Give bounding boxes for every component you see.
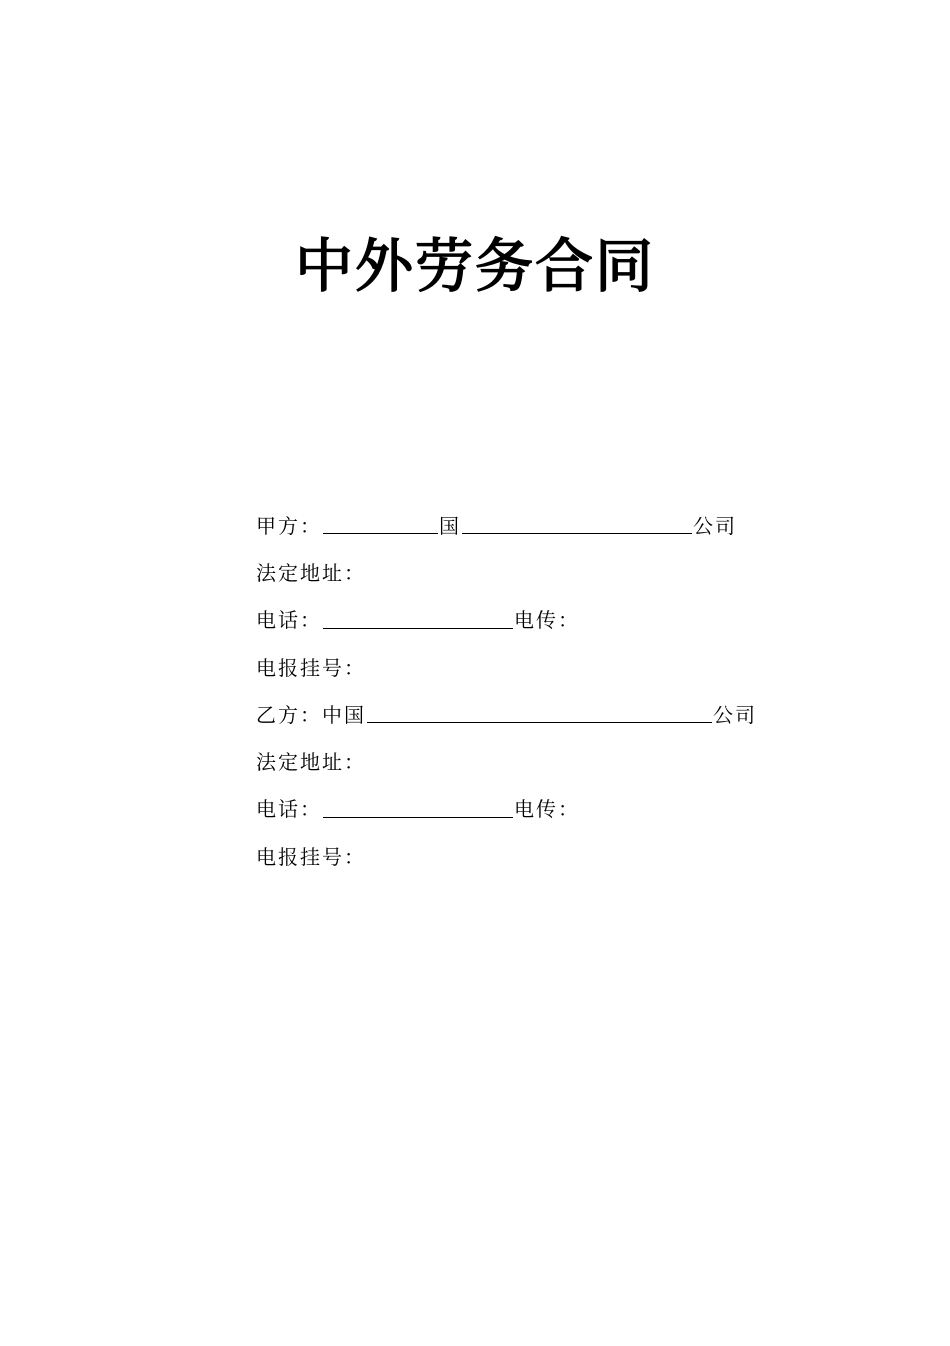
party-a-company-suffix: 公司 bbox=[693, 513, 737, 538]
party-b-telegraph-row bbox=[256, 833, 816, 880]
party-a-phone-label: 电话： bbox=[256, 608, 322, 633]
party-b-company-suffix: 公司 bbox=[713, 702, 757, 727]
party-a-row bbox=[256, 502, 816, 549]
party-b-address-label: 法定地址： bbox=[256, 750, 366, 775]
party-a-label: 甲方： bbox=[256, 513, 322, 538]
party-a-company-blank[interactable] bbox=[462, 509, 692, 534]
party-a-phone-row bbox=[256, 597, 816, 644]
party-b-company-blank[interactable] bbox=[367, 698, 712, 723]
party-b-row bbox=[256, 691, 816, 738]
party-a-phone-blank[interactable] bbox=[323, 604, 513, 629]
party-b-phone-row bbox=[256, 786, 816, 833]
party-a-telegraph-label: 电报挂号： bbox=[256, 655, 366, 680]
party-a-address-label: 法定地址： bbox=[256, 560, 366, 585]
party-b-phone-label: 电话： bbox=[256, 797, 322, 822]
party-a-country-suffix: 国 bbox=[439, 513, 461, 538]
party-b-telegraph-label: 电报挂号： bbox=[256, 844, 366, 869]
party-a-telegraph-row bbox=[256, 644, 816, 691]
party-info-block bbox=[256, 502, 816, 880]
page-title: 中外劳务合同 bbox=[294, 232, 655, 300]
party-b-address-row bbox=[256, 738, 816, 785]
party-a-address-row bbox=[256, 549, 816, 596]
party-a-fax-label: 电传： bbox=[514, 608, 580, 633]
party-b-label: 乙方：中国 bbox=[256, 702, 366, 727]
party-a-country-blank[interactable] bbox=[323, 509, 438, 534]
party-b-fax-label: 电传： bbox=[514, 797, 580, 822]
party-b-phone-blank[interactable] bbox=[323, 793, 513, 818]
